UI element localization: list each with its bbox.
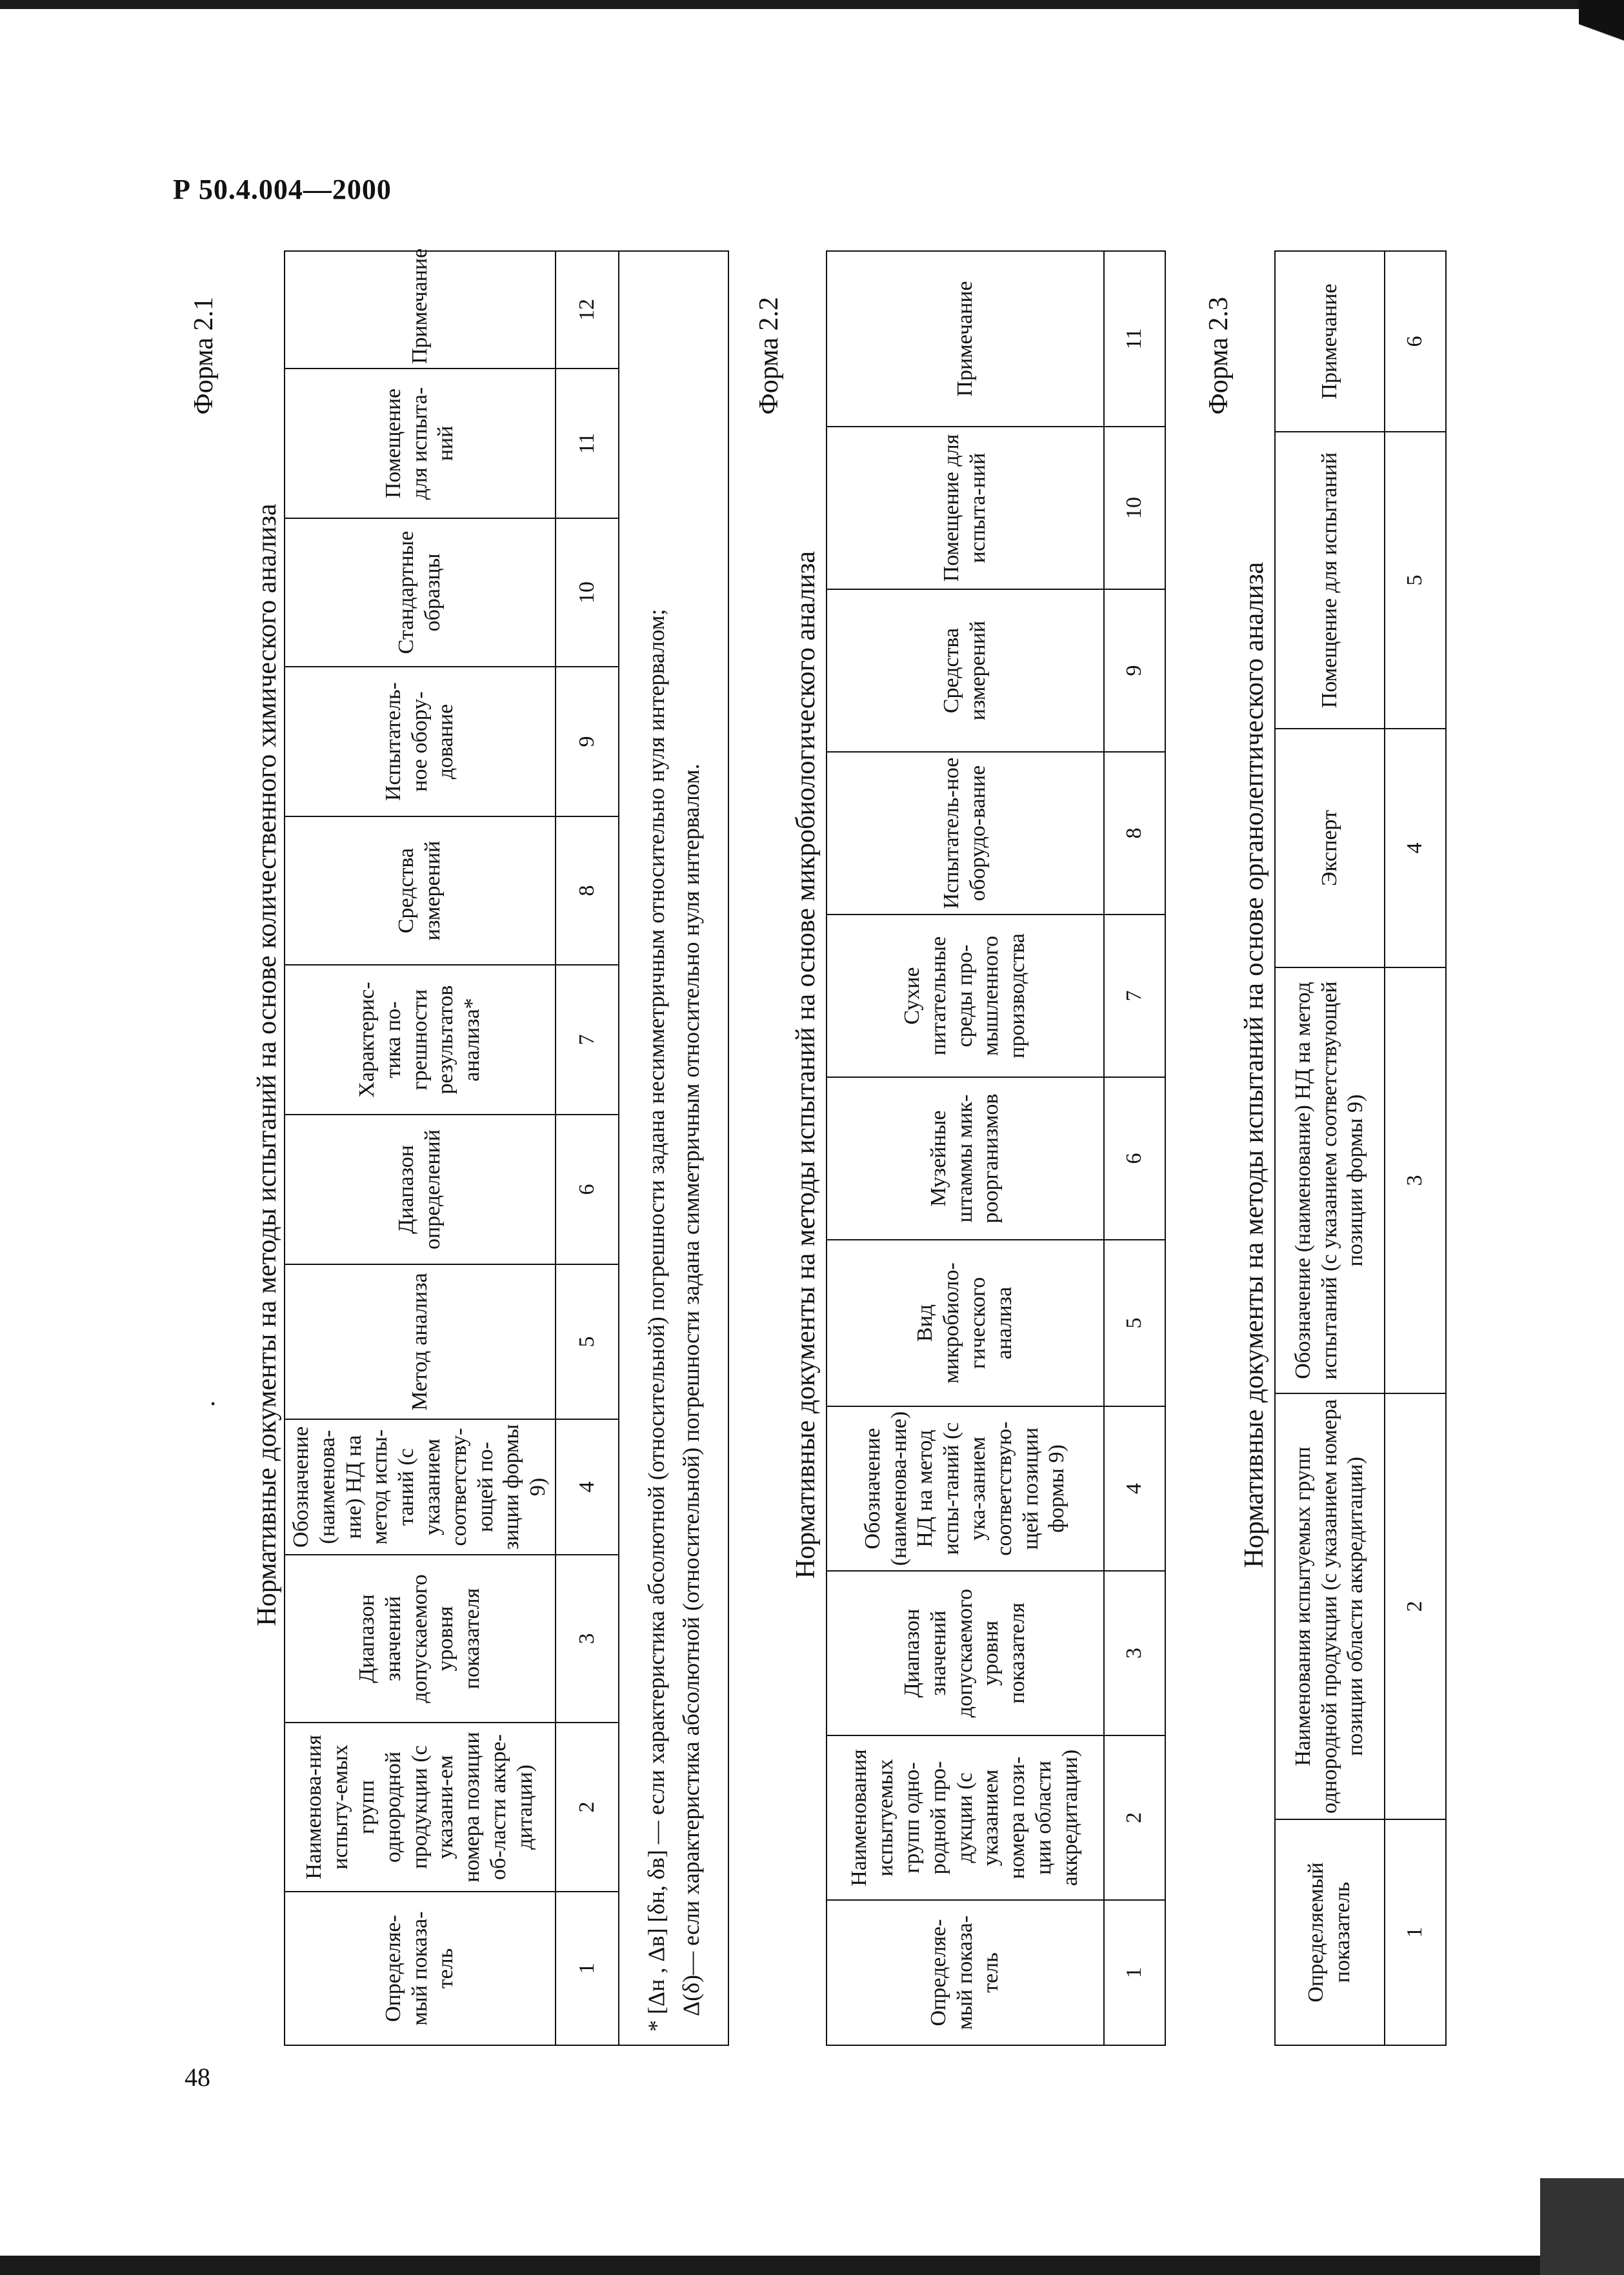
scan-border-bottom: [0, 2256, 1624, 2275]
form-2-3-col-1: Определяемый показатель: [1275, 1819, 1385, 2045]
form-2-2-col-3: Диапазон значений допускаемого уровня показателя: [827, 1571, 1104, 1735]
form-2-1-num-11: 11: [556, 369, 619, 518]
form-2-1-header-row: [285, 251, 556, 2045]
form-2-1-num-1: 1: [556, 1892, 619, 2045]
form-2-1-col-6: Диапазон определений: [285, 1115, 556, 1264]
form-2-3-header-row: [1275, 251, 1385, 2045]
form-2-2-number-row: [1104, 251, 1165, 2045]
form-2-1-num-9: 9: [556, 667, 619, 816]
form-2-3-num-1: 1: [1385, 1819, 1446, 2045]
form-2-3-num-2: 2: [1385, 1393, 1446, 1819]
form-2-3-num-3: 3: [1385, 967, 1446, 1393]
form-2-2-num-5: 5: [1104, 1240, 1165, 1406]
form-2-1-col-11: Помещение для испыта-ний: [285, 369, 556, 518]
document-code: Р 50.4.004—2000: [173, 174, 392, 205]
form-2-1-num-7: 7: [556, 965, 619, 1115]
form-2-2-col-1: Определяе-мый показа-тель: [827, 1900, 1104, 2045]
form-2-2-label: Форма 2.2: [754, 297, 784, 415]
stray-dot: .: [191, 1400, 220, 1407]
form-2-3-col-3: Обозначение (наименование) НД на метод испытаний (с указанием соответствующей позиции формы 9): [1275, 967, 1385, 1393]
form-2-3-title: Нормативные документы на методы испытаний на основе органолептического анализа: [1239, 561, 1269, 1568]
form-2-1-footnote: [619, 251, 728, 2045]
form-2-3-label: Форма 2.3: [1204, 297, 1234, 415]
form-2-2-num-7: 7: [1104, 915, 1165, 1077]
form-2-3-col-2: Наименования испытуемых групп однородной продукции (с указанием номера позиции области аккредитации): [1275, 1393, 1385, 1819]
form-2-2-col-6: Музейные штаммы мик-роорганизмов: [827, 1077, 1104, 1240]
form-2-1-num-6: 6: [556, 1115, 619, 1264]
form-2-1-col-12: Примечание: [285, 251, 556, 369]
form-2-1-num-12: 12: [556, 251, 619, 369]
form-2-3-num-4: 4: [1385, 729, 1446, 967]
form-2-2-col-9: Средства измерений: [827, 589, 1104, 752]
form-2-1-col-5: Метод анализа: [285, 1264, 556, 1419]
form-2-3-table: [1274, 250, 1447, 2046]
page-number: 48: [185, 2063, 210, 2092]
form-2-1-col-4: Обозначение (наименова-ние) НД на метод испы-таний (с указанием соответству-ющей по-зиции формы 9): [285, 1419, 556, 1555]
form-2-1-label: Форма 2.1: [189, 297, 219, 415]
form-2-2-col-11: Примечание: [827, 251, 1104, 427]
form-2-1-number-row: [556, 251, 619, 2045]
footnote-line-1: * [Δн , Δв] [δн, δв] — если характеристика абсолютной (относительной) погрешности задана несимметричным относительно нуля интервалом;: [643, 609, 669, 2032]
form-2-2-table: [826, 250, 1166, 2046]
form-2-1-col-3: Диапазон значений допускаемого уровня показателя: [285, 1555, 556, 1723]
form-2-1-num-5: 5: [556, 1264, 619, 1419]
form-2-3-num-5: 5: [1385, 432, 1446, 729]
form-2-1-footnote-row: [619, 251, 728, 2045]
form-2-1-num-2: 2: [556, 1723, 619, 1892]
form-2-2-num-10: 10: [1104, 427, 1165, 589]
form-2-1-col-2: Наименова-ния испыту-емых групп однородной продукции (с указани-ем номера позиции об-ласти аккре-дитации): [285, 1723, 556, 1892]
form-2-1-num-8: 8: [556, 816, 619, 965]
footnote-line-2: Δ(δ)— если характеристика абсолютной (относительной) погрешности задана симметричным относительно нуля интервалом.: [678, 763, 704, 2016]
form-2-2-num-6: 6: [1104, 1077, 1165, 1240]
form-2-2-num-9: 9: [1104, 589, 1165, 752]
form-2-1-col-10: Стандартные образцы: [285, 518, 556, 667]
scan-border-corner: [1579, 0, 1624, 84]
form-2-2-title: Нормативные документы на методы испытаний на основе микробиологического анализа: [791, 551, 821, 1579]
form-2-2-num-2: 2: [1104, 1735, 1165, 1900]
form-2-2-header-row: [827, 251, 1104, 2045]
form-2-2-num-4: 4: [1104, 1406, 1165, 1571]
form-2-2-col-4: Обозначение (наименова-ние) НД на метод испы-таний (с ука-занием соответствую-щей позиции формы 9): [827, 1406, 1104, 1571]
form-2-3-col-5: Помещение для испытаний: [1275, 432, 1385, 729]
form-2-2-num-11: 11: [1104, 251, 1165, 427]
rotated-landscape-content: [0, 248, 1427, 2098]
form-2-1-num-4: 4: [556, 1419, 619, 1555]
form-2-2-col-2: Наименования испытуемых групп одно-родной про-дукции (с указанием номера пози-ции области аккредитации): [827, 1735, 1104, 1900]
form-2-2-num-1: 1: [1104, 1900, 1165, 2045]
form-2-2-col-10: Помещение для испыта-ний: [827, 427, 1104, 589]
form-2-1-col-1: Определяе-мый показа-тель: [285, 1892, 556, 2045]
form-2-2-num-3: 3: [1104, 1571, 1165, 1735]
scan-border-bottom-right: [1540, 2178, 1624, 2275]
form-2-3-col-4: Эксперт: [1275, 729, 1385, 967]
form-2-1-num-10: 10: [556, 518, 619, 667]
form-2-1-col-7: Характерис-тика по-грешности результатов анализа*: [285, 965, 556, 1115]
form-2-1-table: [284, 250, 729, 2046]
form-2-3-number-row: [1385, 251, 1446, 2045]
form-2-1-col-9: Испытатель-ное обору-дование: [285, 667, 556, 816]
form-2-1-title: Нормативные документы на методы испытаний на основе количественного химического анализа: [252, 503, 282, 1626]
form-2-2-col-8: Испытатель-ное оборудо-вание: [827, 752, 1104, 915]
form-2-3-num-6: 6: [1385, 251, 1446, 432]
form-2-1-col-8: Средства измерений: [285, 816, 556, 965]
form-2-2-num-8: 8: [1104, 752, 1165, 915]
scan-border-top: [0, 0, 1624, 9]
form-2-1-num-3: 3: [556, 1555, 619, 1723]
form-2-2-col-5: Вид микробиоло-гического анализа: [827, 1240, 1104, 1406]
form-2-3-col-6: Примечание: [1275, 251, 1385, 432]
form-2-2-col-7: Сухие питательные среды про-мышленного производства: [827, 915, 1104, 1077]
